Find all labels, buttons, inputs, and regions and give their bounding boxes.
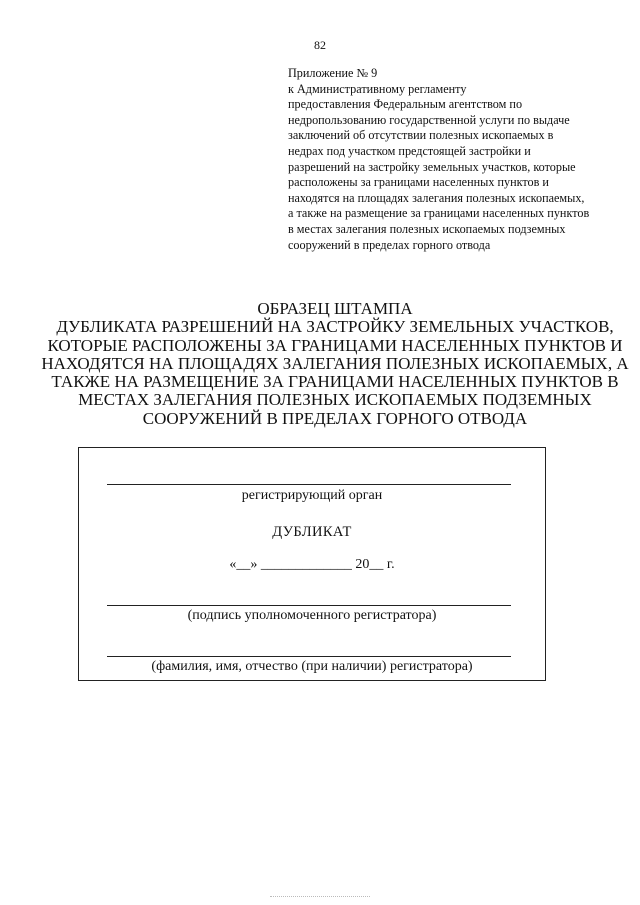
date-field: «__» _____________ 20__ г. [229, 557, 395, 572]
name-caption: (фамилия, имя, отчество (при наличии) регистратора) [151, 659, 473, 674]
scan-mark [270, 896, 370, 897]
appendix-line: недропользованию государственной услуги по выдаче [288, 112, 570, 127]
appendix-line: разрешений на застройку земельных участков, которые [288, 159, 576, 174]
title-line: МЕСТАХ ЗАЛЕГАНИЯ ПОЛЕЗНЫХ ИСКОПАЕМЫХ ПОДЗЕМНЫХ [78, 390, 592, 410]
stamp-sample-box [78, 447, 546, 681]
appendix-line: а также на размещение за границами населенных пунктов [288, 206, 590, 221]
appendix-line: Приложение № 9 [288, 66, 378, 80]
appendix-line: предоставления Федеральным агентством по [288, 97, 523, 112]
appendix-line: расположены за границами населенных пунктов и [288, 175, 549, 190]
appendix-line: заключений об отсутствии полезных ископаемых в [288, 128, 554, 143]
document-title [40, 300, 630, 428]
appendix-note [288, 66, 618, 253]
signature-line [107, 605, 511, 606]
duplicate-label: ДУБЛИКАТ [272, 524, 352, 540]
page-number: 82 [314, 38, 326, 52]
registering-body-line [107, 484, 511, 485]
title-line: СООРУЖЕНИЙ В ПРЕДЕЛАХ ГОРНОГО ОТВОДА [142, 408, 528, 428]
title-line: ТАКЖЕ НА РАЗМЕЩЕНИЕ ЗА ГРАНИЦАМИ НАСЕЛЕННЫХ ПУНКТОВ В [51, 372, 619, 392]
appendix-line: находятся на площадях залегания полезных ископаемых, [288, 190, 585, 205]
appendix-line: сооружений в пределах горного отвода [288, 237, 491, 252]
name-line [107, 656, 511, 657]
title-line: НАХОДЯТСЯ НА ПЛОЩАДЯХ ЗАЛЕГАНИЯ ПОЛЕЗНЫХ ИСКОПАЕМЫХ, А [41, 353, 629, 373]
registering-body-caption: регистрирующий орган [241, 488, 383, 503]
appendix-line: недрах под участком предстоящей застройки и [288, 143, 531, 158]
appendix-line: в местах залегания полезных ископаемых подземных [288, 221, 566, 236]
title-line: КОТОРЫЕ РАСПОЛОЖЕНЫ ЗА ГРАНИЦАМИ НАСЕЛЕННЫХ ПУНКТОВ И [47, 335, 623, 355]
title-line: ОБРАЗЕЦ ШТАМПА [257, 299, 413, 318]
signature-caption: (подпись уполномоченного регистратора) [187, 608, 437, 623]
title-line: ДУБЛИКАТА РАЗРЕШЕНИЙ НА ЗАСТРОЙКУ ЗЕМЕЛЬНЫХ УЧАСТКОВ, [56, 317, 614, 337]
appendix-line: к Административному регламенту [288, 81, 467, 96]
